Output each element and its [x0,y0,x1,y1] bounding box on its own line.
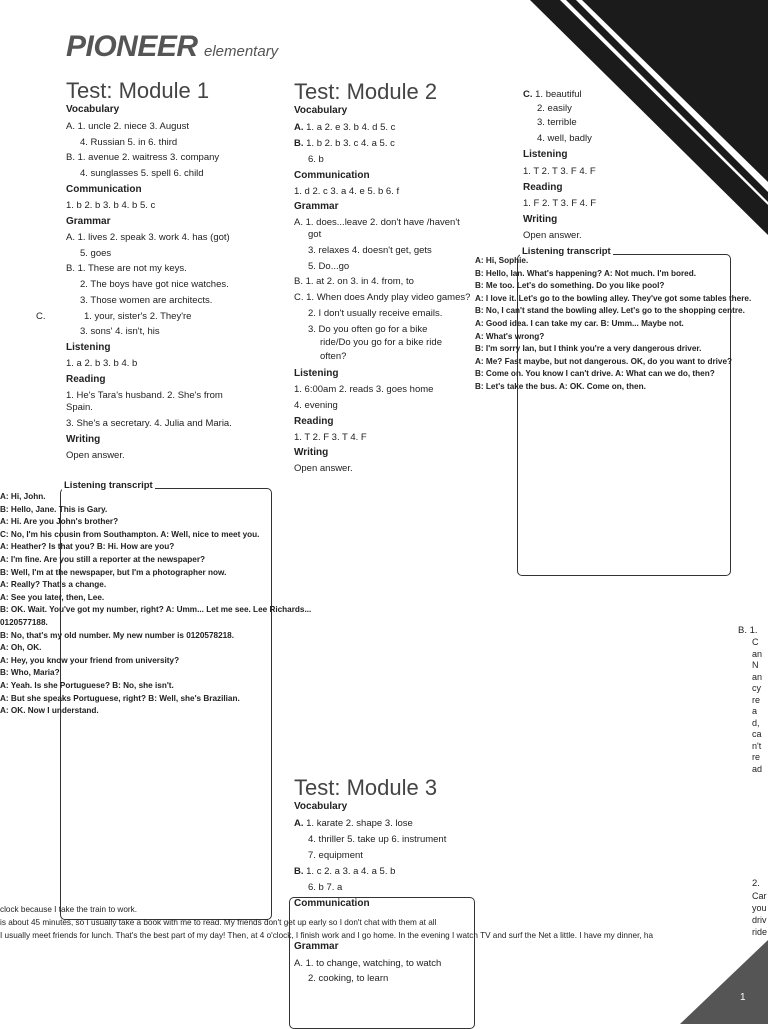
m2-vocab-key: A. [294,122,304,133]
m3-vocab-text: 6. b 7. a [308,882,343,893]
m2-vocabulary-heading: Vocabulary [294,105,348,116]
transcript-line: A: Hi. Are you John's brother? [0,517,119,527]
transcript-line: B: I'm sorry Ian, but I think you're a very dangerous driver. [475,344,702,354]
m2-grammar-line: 3. relaxes 4. doesn't get, gets [308,245,432,256]
m1-vocab-line: 4. sunglasses 5. spell 6. child [80,168,204,179]
m2b-listening-line: 1. T 2. T 3. F 4. F [523,166,596,177]
m3-vocab-key: B. [294,866,304,877]
m2-listening-line: 4. evening [294,400,338,411]
m2-reading-line: 1. T 2. F 3. T 4. F [294,432,367,443]
m3-vocab-text: 1. karate 2. shape 3. lose [303,818,413,829]
m3-vocab-line [308,882,342,893]
m1-comm-line: 1. b 2. b 3. b 4. b 5. c [66,200,156,211]
module-1-title: Test: Module 1 [66,78,210,103]
m3-communication-heading: Communication [294,898,370,909]
transcript-line: A: Good idea. I can take my car. B: Umm... Maybe not. [475,318,684,328]
transcript-line: B: Come on. You know I can't drive. A: What can we do, then? [475,369,715,379]
m3-vocab-text: 1. c 2. a 3. a 4. a 5. b [303,866,396,877]
m3-grammar-heading: Grammar [294,941,339,952]
transcript-line: B: Let's take the bus. A: OK. Come on, then. [475,381,646,391]
transcript-line: A: Hi, John. [0,492,46,501]
m1-reading-line: 1. He's Tara's husband. 2. She's from [66,390,223,401]
m3-vocab-line [294,818,413,829]
m3-vocab-text: 4. thriller 5. take up 6. instrument [308,834,447,845]
m3-tail-text [752,890,767,938]
m2-c-line: 3. terrible [537,117,577,128]
m2b-listening-heading: Listening [523,149,568,160]
m1-grammar-line: 2. The boys have got nice watches. [80,279,229,290]
transcript-line: B: Hello, Ian. What's happening? A: Not much. I'm bored. [475,268,697,278]
m3-item-2: 2. [752,878,760,889]
m2-transcript-lines [475,256,751,395]
m2-vocab-line [294,122,395,133]
m2-listening-line: 1. 6:00am 2. reads 3. goes home [294,384,434,395]
transcript-line: A: I'm fine. Are you still a reporter at the newspaper? [0,554,206,564]
m1-c-line: 3. sons' 4. isn't, his [80,326,160,337]
transcript-line: A: Really? That's a change. [0,580,107,590]
m3-vocab-line [308,850,363,861]
m2-writing-line: Open answer. [294,463,353,474]
m2-c-line: 2. easily [537,103,572,114]
transcript-line: 0120577188. [0,617,48,627]
m2-grammar-line: 2. I don't usually receive emails. [308,308,443,319]
m2-grammar-line: A. 1. does...leave 2. don't have /haven't [294,217,460,228]
transcript-line: A: See you later, then, Lee. [0,592,105,602]
m2-vocab-text: 1. a 2. e 3. b 4. d 5. c [303,122,396,133]
m2-vocab-line [308,154,324,165]
m2-grammar-heading: Grammar [294,201,339,212]
overflow-line: is about 45 minutes, so I usually take a book with me to read. My friends don't get up early so I don't chat with them at all [0,918,437,927]
transcript-line: A: Yeah. Is she Portuguese? B: No, she isn't. [0,680,174,690]
m1-c-label: C. [36,311,46,322]
m1-writing-line: Open answer. [66,450,125,461]
logo-subtitle: elementary [203,43,279,60]
transcript-line: A: Hey, you know your friend from university? [0,655,180,665]
m2-vocab-line [294,138,395,149]
transcript-line: A: Oh, OK. [0,643,42,653]
m1-reading-line: Spain. [66,402,93,413]
m2b-writing-line: Open answer. [523,230,582,241]
m3-vocab-line [294,866,395,877]
m2-vocab-text: 6. b [308,154,324,165]
m2-communication-heading: Communication [294,170,370,181]
m1-listening-line: 1. a 2. b 3. b 4. b [66,358,138,369]
m2-vocab-key: B. [294,138,304,149]
tail-line: ride [752,927,768,937]
m2b-reading-line: 1. F 2. T 3. F 4. F [523,198,597,209]
m3-vocab-line [308,834,446,845]
m1-transcript-heading: Listening transcript [64,480,153,491]
m3-grammar-line: 2. cooking, to learn [308,973,389,984]
transcript-line: A: OK. Now I understand. [0,706,99,716]
m2-grammar-line: B. 1. at 2. on 3. in 4. from, to [294,276,414,287]
m2-vocab-text: 1. b 2. b 3. c 4. a 5. c [303,138,395,149]
m2-c-line [523,89,582,100]
m2-c-line: 4. well, badly [537,133,592,144]
tail-line: driv [752,915,767,925]
transcript-line: A: What's wrong? [475,331,545,341]
transcript-line: C: No, I'm his cousin from Southampton. A: Well, nice to meet you. [0,529,260,539]
m2-grammar-line: often? [320,351,347,362]
transcript-line: B: Hello, Jane. This is Gary. [0,504,108,514]
m1-reading-heading: Reading [66,374,106,385]
transcript-line: B: Me too. Let's do something. Do you like pool? [475,281,665,291]
m1-listening-heading: Listening [66,342,111,353]
tail-line: Car [752,891,767,901]
m2-c-text: 1. beautiful [532,89,582,100]
transcript-line: B: Well, I'm at the newspaper, but I'm a photographer now. [0,567,227,577]
m2-listening-heading: Listening [294,368,339,379]
m3-vertical-text: CanNancyread,can'tread [752,637,763,774]
m1-grammar-heading: Grammar [66,216,111,227]
m2-grammar-line: 3. Do you often go for a bike [308,324,428,335]
m2-grammar-line: C. 1. When does Andy play video games? [294,292,471,303]
m1-grammar-line: 3. Those women are architects. [80,295,213,306]
corner-triangle-decoration [680,940,768,1024]
m2-reading-heading: Reading [294,416,334,427]
overflow-line: I usually meet friends for lunch. That's the best part of my day! Then, at 4 o'clock, I finish work and I go home. In the evening I watch TV and surf the Net a little. I have my dinner, ha [0,931,654,940]
m2-c-key: C. [523,89,533,100]
module-2-title: Test: Module 2 [294,79,438,104]
m1-reading-line: 3. She's a secretary. 4. Julia and Maria. [66,418,232,429]
m2b-reading-heading: Reading [523,182,563,193]
transcript-line: B: Who, Maria? [0,668,60,678]
m1-vocab-line: 4. Russian 5. in 6. third [80,137,178,148]
m1-c-line: 1. your, sister's 2. They're [84,311,192,322]
m3-vocab-key: A. [294,818,304,829]
transcript-line: A: Hi, Sophie. [475,256,529,265]
transcript-line: B: No, that's my old number. My new number is 0120578218. [0,630,234,640]
transcript-line: A: But she speaks Portuguese, right? B: Well, she's Brazilian. [0,693,240,703]
transcript-line: B: OK. Wait. You've got my number, right? A: Umm... Let me see. Lee Richards... [0,605,312,615]
page-number: 1 [740,992,746,1003]
transcript-line: A: I love it. Let's go to the bowling alley. They've got some tables there. [475,293,752,303]
transcript-line: B: No, I can't stand the bowling alley. Let's go to the shopping centre. [475,306,745,316]
tail-line: you [752,903,767,913]
m1-vocab-line: B. 1. avenue 2. waitress 3. company [66,152,220,163]
m3-vocab-text: 7. equipment [308,850,363,861]
overflow-line: clock because I take the train to work. [0,905,137,914]
m3-grammar-line: A. 1. to change, watching, to watch [294,958,442,969]
logo-brand: PIONEER [66,30,198,63]
m1-vocabulary-heading: Vocabulary [66,104,120,115]
m2-comm-line: 1. d 2. c 3. a 4. e 5. b 6. f [294,186,400,197]
module-3-title: Test: Module 3 [294,775,438,800]
m1-grammar-line: A. 1. lives 2. speak 3. work 4. has (got) [66,232,230,243]
m3-vocabulary-heading: Vocabulary [294,801,348,812]
m1-communication-heading: Communication [66,184,142,195]
m2b-writing-heading: Writing [523,214,558,225]
m2-grammar-line: 5. Do...go [308,261,350,272]
m2-transcript-heading: Listening transcript [522,246,611,257]
m2-writing-heading: Writing [294,447,329,458]
transcript-line: A: Heather? Is that you? B: Hi. How are you? [0,542,175,552]
m1-writing-heading: Writing [66,434,101,445]
pioneer-logo [66,30,278,64]
m2-grammar-line: ride/Do you go for a bike ride [320,337,442,348]
m3-b-label: B. 1. [738,625,758,636]
m1-grammar-line: B. 1. These are not my keys. [66,263,187,274]
transcript-line: A: Me? Fast maybe, but not dangerous. OK, do you want to drive? [475,356,733,366]
m2-grammar-line: got [308,229,322,240]
m1-transcript-lines [0,492,311,719]
m1-vocab-line: A. 1. uncle 2. niece 3. August [66,121,190,132]
m1-grammar-line: 5. goes [80,248,112,259]
